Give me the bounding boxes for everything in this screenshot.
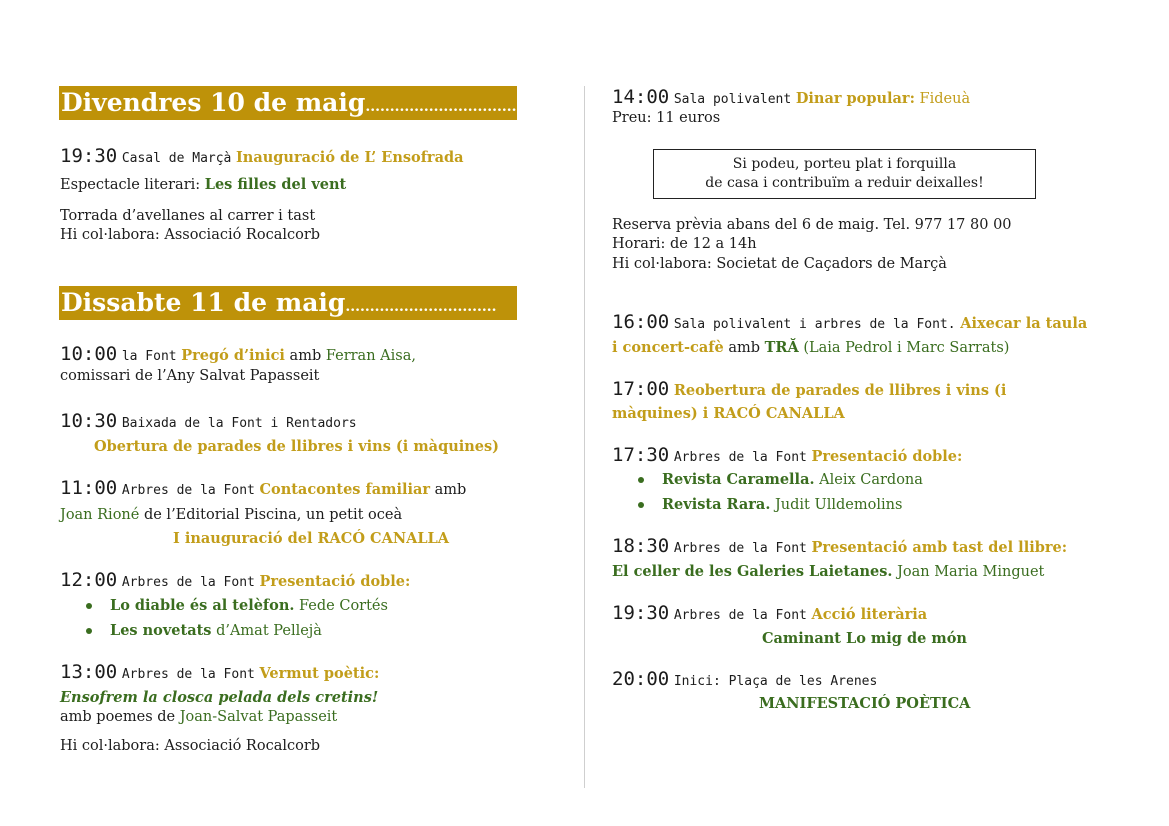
event-time: 18:30 bbox=[612, 535, 670, 557]
right-event5-line2 bbox=[612, 563, 1044, 580]
event-place: Arbres de la Font bbox=[121, 483, 255, 498]
right-event3 bbox=[612, 378, 1006, 400]
book-title: Lo diable és al telèfon. bbox=[110, 597, 295, 614]
magazine-title: Revista Rara. bbox=[662, 496, 771, 513]
day2-event1 bbox=[60, 343, 416, 365]
magazine-author: Judit Ulldemolins bbox=[774, 497, 903, 513]
day2-event4 bbox=[60, 569, 410, 591]
note-line1: Si podeu, porteu plat i forquilla bbox=[732, 156, 957, 172]
magazine-title: Revista Caramella. bbox=[662, 471, 815, 488]
event-detail: amb poemes de bbox=[60, 709, 176, 725]
book-title: Les novetats bbox=[110, 622, 212, 639]
event-title: Reobertura de parades de llibres i vins (i bbox=[673, 382, 1007, 399]
event-title: Vermut poètic: bbox=[259, 665, 380, 682]
note-box bbox=[653, 149, 1036, 199]
event-band: TRĂ bbox=[764, 339, 799, 356]
event-time: 20:00 bbox=[612, 668, 670, 690]
event-title: Dinar popular: bbox=[795, 90, 915, 107]
right-event2 bbox=[612, 311, 1087, 333]
event-title: Aixecar la taula bbox=[960, 315, 1088, 332]
event-place: Arbres de la Font bbox=[121, 575, 255, 590]
event-connector: amb bbox=[728, 340, 760, 356]
event-time: 14:00 bbox=[612, 86, 670, 108]
collaborator-info: Hi col·labora: Societat de Caçadors de Marçà bbox=[612, 256, 947, 272]
day2-event3 bbox=[60, 477, 466, 499]
event-place: Baixada de la Font i Rentadors bbox=[121, 416, 357, 431]
event-time: 12:00 bbox=[60, 569, 118, 591]
day2-event3-line3: I inauguració del RACÓ CANALLA bbox=[173, 530, 449, 547]
day2-event5-line4: Hi col·labora: Associació Rocalcorb bbox=[60, 738, 321, 754]
right-event1-price: Preu: 11 euros bbox=[612, 110, 721, 126]
day2-event1-line2: comissari de l’Any Salvat Papasseit bbox=[60, 368, 320, 384]
book-author: d’Amat Pellejà bbox=[216, 623, 322, 639]
day2-event5-line2: Ensofrem la closca pelada dels cretins! bbox=[60, 689, 379, 706]
book-author: Fede Cortés bbox=[299, 598, 388, 614]
list-item bbox=[638, 471, 923, 488]
list-item bbox=[86, 597, 388, 614]
right-event2-line2 bbox=[612, 339, 1009, 356]
day2-event2-title: Obertura de parades de llibres i vins (i màquines) bbox=[94, 438, 500, 455]
event-subtitle-prefix: Espectacle literari: bbox=[60, 177, 201, 193]
event-time: 19:30 bbox=[612, 602, 670, 624]
event-detail: de l’Editorial Piscina, un petit oceà bbox=[143, 507, 403, 523]
note-line2: de casa i contribuïm a reduir deixalles! bbox=[705, 175, 984, 191]
event-time: 10:30 bbox=[60, 410, 118, 432]
event-place: Sala polivalent bbox=[673, 92, 792, 107]
event-time: 13:00 bbox=[60, 661, 118, 683]
event-food: Fideuà bbox=[919, 91, 971, 107]
event-title: Pregó d’inici bbox=[181, 347, 285, 364]
right-event5 bbox=[612, 535, 1067, 557]
day2-title-dots: ............................... bbox=[345, 299, 497, 315]
day1-event1-line3: Torrada d’avellanes al carrer i tast bbox=[60, 208, 316, 224]
event-time: 19:30 bbox=[60, 145, 118, 167]
event-place: Sala polivalent i arbres de la Font. bbox=[673, 317, 956, 332]
day2-event2 bbox=[60, 410, 357, 432]
right-event3-line2: màquines) i RACÓ CANALLA bbox=[612, 405, 845, 422]
event-place: Arbres de la Font bbox=[673, 608, 807, 623]
event-place: Arbres de la Font bbox=[121, 667, 255, 682]
day1-title-dots: ............................... bbox=[365, 99, 517, 115]
day1-banner bbox=[59, 86, 517, 120]
right-event7 bbox=[612, 668, 877, 690]
event-time: 17:30 bbox=[612, 444, 670, 466]
right-event6-line2: Caminant Lo mig de món bbox=[762, 630, 967, 647]
event-connector: amb bbox=[289, 348, 322, 364]
event-place: Arbres de la Font bbox=[673, 450, 807, 465]
day1-event1 bbox=[60, 145, 464, 167]
event-title-cont: i concert-cafè bbox=[612, 339, 724, 356]
event-time: 11:00 bbox=[60, 477, 118, 499]
book-title: El celler de les Galeries Laietanes. bbox=[612, 563, 893, 580]
event-time: 10:00 bbox=[60, 343, 118, 365]
day1-event1-line4: Hi col·labora: Associació Rocalcorb bbox=[60, 227, 321, 243]
day2-title: Dissabte 11 de maig bbox=[61, 288, 346, 317]
day2-event3-line2 bbox=[60, 507, 402, 523]
event-subtitle: Les filles del vent bbox=[204, 176, 347, 193]
column-divider bbox=[584, 86, 585, 788]
bullet-icon bbox=[86, 603, 92, 609]
magazine-author: Aleix Cardona bbox=[819, 472, 923, 488]
list-item bbox=[638, 496, 902, 513]
day2-event5 bbox=[60, 661, 379, 683]
event-place: la Font bbox=[121, 349, 177, 364]
right-event1 bbox=[612, 86, 970, 108]
event-title: Presentació doble: bbox=[811, 448, 963, 465]
day1-title: Divendres 10 de maig bbox=[61, 88, 366, 117]
bullet-icon bbox=[86, 628, 92, 634]
reservation-info: Reserva prèvia abans del 6 de maig. Tel. 977 17 80 00 bbox=[612, 217, 1012, 233]
right-event7-line2: MANIFESTACIÓ POÈTICA bbox=[759, 695, 971, 712]
event-title: Presentació doble: bbox=[259, 573, 411, 590]
event-person: Joan Rioné bbox=[60, 507, 140, 523]
event-person: Joan-Salvat Papasseit bbox=[179, 709, 338, 725]
list-item bbox=[86, 622, 322, 639]
schedule-info: Horari: de 12 a 14h bbox=[612, 236, 757, 252]
day1-event1-line2 bbox=[60, 176, 346, 193]
event-place: Arbres de la Font bbox=[673, 541, 807, 556]
bullet-icon bbox=[638, 477, 644, 483]
event-members: (Laia Pedrol i Marc Sarrats) bbox=[803, 340, 1010, 356]
book-author: Joan Maria Minguet bbox=[897, 564, 1045, 580]
right-event4 bbox=[612, 444, 962, 466]
day2-event5-line3 bbox=[60, 709, 337, 725]
bullet-icon bbox=[638, 502, 644, 508]
event-person: Ferran Aisa, bbox=[325, 348, 416, 364]
event-place: Casal de Marçà bbox=[121, 151, 232, 166]
event-time: 17:00 bbox=[612, 378, 670, 400]
event-title: Contacontes familiar bbox=[259, 481, 431, 498]
event-title: Acció literària bbox=[811, 606, 928, 623]
event-place: Inici: Plaça de les Arenes bbox=[673, 674, 878, 689]
event-title: Presentació amb tast del llibre: bbox=[811, 539, 1068, 556]
day2-banner bbox=[59, 286, 517, 320]
event-time: 16:00 bbox=[612, 311, 670, 333]
event-connector: amb bbox=[434, 482, 467, 498]
event-title: Inauguració de L’ Ensofrada bbox=[236, 149, 464, 166]
right-event6 bbox=[612, 602, 927, 624]
